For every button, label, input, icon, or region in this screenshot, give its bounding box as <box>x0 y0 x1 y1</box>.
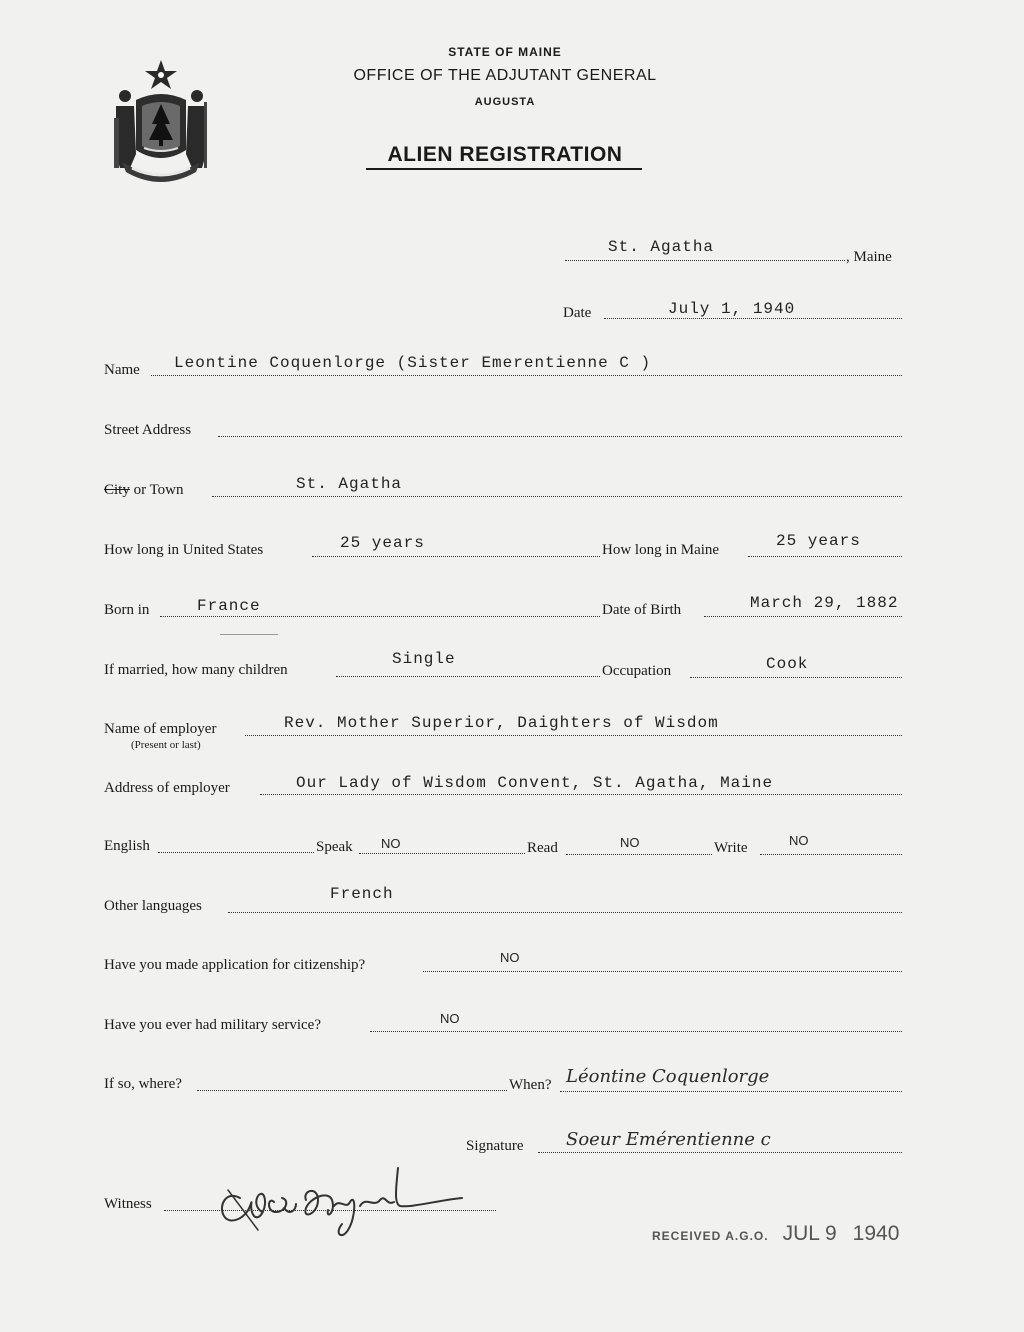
when-handwritten-value: Léontine Coquenlorge <box>566 1066 770 1087</box>
place-value: St. Agatha <box>608 238 715 256</box>
where-label: If so, where? <box>104 1076 182 1092</box>
name-value: Leontine Coquenlorge (Sister Emerentienne C ) <box>174 354 652 372</box>
children-value: Single <box>392 650 456 668</box>
maine-state-seal-icon <box>108 58 214 182</box>
office-heading: OFFICE OF THE ADJUTANT GENERAL <box>353 67 657 84</box>
employer-value: Rev. Mother Superior, Daighters of Wisdom <box>284 714 719 732</box>
city-line <box>212 496 902 497</box>
city-heading: AUGUSTA <box>474 96 536 108</box>
received-stamp <box>652 1222 899 1246</box>
date-of-birth-value: March 29, 1882 <box>750 594 899 612</box>
occupation-value: Cook <box>766 655 809 673</box>
date-label: Date <box>563 305 592 321</box>
born-in-value: France <box>197 597 261 615</box>
when-line <box>560 1091 902 1092</box>
speak-value: NO <box>381 836 401 851</box>
witness-label: Witness <box>104 1196 152 1212</box>
english-line <box>158 852 314 853</box>
street-address-line <box>218 436 902 437</box>
how-long-us-line <box>312 556 600 557</box>
read-label: Read <box>527 840 558 856</box>
citizenship-line <box>423 971 902 972</box>
children-line <box>336 676 600 677</box>
speak-label: Speak <box>316 839 353 855</box>
employer-address-label: Address of employer <box>104 780 230 796</box>
occupation-label: Occupation <box>602 663 672 679</box>
read-value: NO <box>620 835 640 850</box>
signature-handwritten-value: Soeur Emérentienne c <box>566 1129 771 1150</box>
other-languages-line <box>228 912 902 913</box>
stamp-date: JUL 9 <box>782 1222 837 1245</box>
how-long-us-label: How long in United States <box>104 542 264 558</box>
maine-label: , Maine <box>846 249 892 265</box>
other-languages-value: French <box>330 885 394 903</box>
signature-line <box>538 1152 902 1153</box>
citizenship-label: Have you made application for citizenship? <box>104 957 366 973</box>
occupation-line <box>690 677 902 678</box>
signature-label: Signature <box>466 1138 524 1154</box>
born-in-label: Born in <box>104 602 150 618</box>
date-line <box>604 318 902 319</box>
city-struck-word: City <box>104 482 130 498</box>
how-long-maine-value: 25 years <box>776 532 861 550</box>
military-line <box>370 1031 902 1032</box>
military-value: NO <box>440 1011 460 1026</box>
citizenship-value: NO <box>500 950 520 965</box>
write-value: NO <box>789 833 809 848</box>
date-of-birth-label: Date of Birth <box>602 602 682 618</box>
speak-line <box>359 853 525 854</box>
other-languages-label: Other languages <box>104 898 202 914</box>
name-label: Name <box>104 362 140 378</box>
stamp-received-text: RECEIVED A.G.O. <box>652 1229 769 1243</box>
where-line <box>197 1090 507 1091</box>
how-long-us-value: 25 years <box>340 534 425 552</box>
stamp-year: 1940 <box>852 1222 900 1245</box>
date-of-birth-line <box>704 616 902 617</box>
employer-label: Name of employer <box>104 721 217 737</box>
how-long-maine-label: How long in Maine <box>602 542 720 558</box>
stray-mark <box>220 634 278 635</box>
military-label: Have you ever had military service? <box>104 1017 321 1033</box>
street-address-label: Street Address <box>104 422 192 438</box>
town-word: or Town <box>133 482 184 498</box>
children-label: If married, how many children <box>104 662 288 678</box>
city-value: St. Agatha <box>296 475 403 493</box>
when-label: When? <box>509 1077 552 1093</box>
how-long-maine-line <box>748 556 902 557</box>
write-line <box>760 854 902 855</box>
witness-signature-icon <box>210 1160 470 1244</box>
name-line <box>151 375 902 376</box>
place-line <box>565 260 845 261</box>
born-in-line <box>160 616 600 617</box>
employer-address-line <box>260 794 902 795</box>
form-title: ALIEN REGISTRATION <box>387 143 623 166</box>
title-underline <box>366 168 642 170</box>
read-line <box>566 854 712 855</box>
write-label: Write <box>714 840 748 856</box>
employer-address-value: Our Lady of Wisdom Convent, St. Agatha, Maine <box>296 774 774 792</box>
employer-line <box>245 735 902 736</box>
date-value: July 1, 1940 <box>668 300 796 318</box>
city-label <box>104 482 184 499</box>
english-label: English <box>104 838 150 854</box>
state-heading: STATE OF MAINE <box>448 45 562 59</box>
employer-sublabel: (Present or last) <box>131 739 201 751</box>
